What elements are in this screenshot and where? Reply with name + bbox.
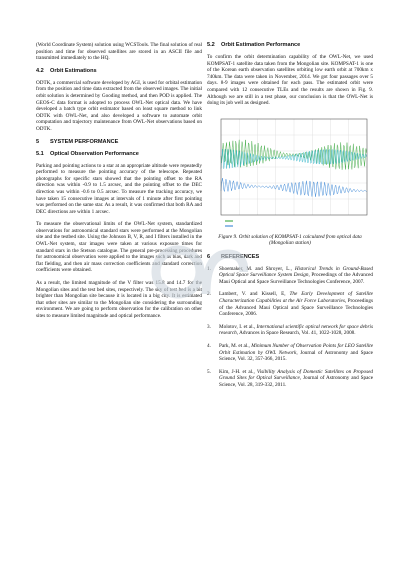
figure-caption: Figure 9. Orbit solution of KOMPSAT-1 calculated from optical data (Mongolian station)	[218, 233, 362, 247]
section-5-2-heading	[207, 42, 373, 49]
section-title: Optical Observation Performance	[50, 150, 139, 157]
watermark-logo	[148, 232, 248, 312]
reference-title: The Early Development of Satellite Characterization Capabilities at the Air Force Laboratories	[219, 291, 373, 304]
plot-background	[207, 113, 373, 231]
reference-number: 5.	[207, 368, 211, 375]
section-5-heading	[36, 139, 202, 146]
section-number: 6	[207, 253, 211, 260]
figure-9	[207, 113, 373, 231]
reference-title: Minimum Number of Observation Points for LEO Satellite Orbit Estimation by OWL Network	[219, 342, 374, 356]
reference-text: Shoemaker, M. and Shroyer, L., Historical Trends in Ground-Based Optical Space Surveillance System Design, Proceedings of the Advanced Maui Optical and Space Surveillance Technologies Conference, 2007.	[219, 265, 373, 285]
reference-text: Lambert, V. and Kissell, E, The Early Development of Satellite Characterization Capabilities at the Air Force Laboratories, Proceedings of the Advanced Maui Optical and Space Surveillance Technologies Conference, 2006.	[219, 291, 374, 318]
reference-item	[207, 343, 373, 363]
watermark-ring	[156, 250, 200, 294]
limited-magnitude-paragraph: As a result, the limited magnitude of the V filter was 15.8 and 14.7 for the Mongolian sites and the test bed sites, respectively. The sky of test bed is a bit brighter than Mongolian site because it is located in a big city. It is estimated that other sites are similar to the Mongolian site considering the surrounding environment. We are going to perform observation for the calibration on other sites to measure limited magnitude and optical performance.	[36, 280, 202, 319]
reference-item	[207, 369, 373, 389]
section-title: Orbit Estimation Performance	[221, 42, 301, 48]
section-title: Orbit Estimations	[50, 67, 97, 74]
section-number: 5.2	[207, 42, 215, 48]
reference-number: 4.	[207, 342, 211, 349]
right-column	[207, 42, 373, 394]
section-number: 5.1	[36, 150, 44, 157]
reference-title: Historical Trends in Ground-Based Optical Space Surveillance System Design	[219, 265, 373, 279]
reference-text: Park, M. et al., Minimum Number of Observation Points for LEO Satellite Orbit Estimation by OWL Network, Journal of Astronomy and Space Science, Vol. 32, 357-366, 2015.	[219, 342, 374, 363]
watermark-arc	[206, 254, 244, 294]
reference-text: Kim, J-H. et al., Visibility Analysis of Domestic Satellites on Proposed Ground Sites for Optical Surveillance, Journal of Astronomy and Space Science, Vol. 28, 319-332, 2011.	[219, 368, 373, 388]
reference-item	[207, 324, 373, 337]
section-number: 5	[36, 138, 40, 145]
section-title: SYSTEM PERFORMANCE	[50, 138, 119, 145]
section-5-1-heading	[36, 151, 202, 158]
pointing-accuracy-paragraph: Parking and pointing actions to a star at an appropriate altitude were repeatedly performed to measure the pointing accuracy of the telescope. Repeated photographs for specific stars showed that the pointing offset to the RA direction was within -0.9 to 1.5 arcsec, and the pointing offset to the DEC direction was within -0.6 to 0.5 arcsec. To measure the tracking accuracy, we have taken 15 consecutive images at intervals of 1 minute after first pointing was performed on the same star. As a result, it was confirmed that both RA and DEC directions are within 1 arcsec.	[36, 162, 202, 215]
reference-number: 2.	[207, 291, 211, 298]
reference-title: Visibility Analysis of Domestic Satellites on Proposed Ground Sites for Optical Surveillance	[219, 368, 373, 382]
reference-number: 3.	[207, 323, 211, 330]
observational-limits-paragraph: To measure the observational limits of the OWL-Net system, standardized observations for astronomical standard stars were performed at the Mongolian site and the testbed site. Using the Johnson B, V, R, and I filters installed in the OWL-Net system, star images were taken at various exposure times for standard stars in the Stetson catalogue. The general pre-processing procedures for astronomical observation were applied to the images such as bias, dark and flat fielding, and then air mass correction coefficients and standard correction coefficients were obtained.	[36, 221, 202, 274]
orbit-solution-plot	[207, 113, 373, 231]
section-4-2-heading	[36, 68, 202, 75]
reference-text: Molotov, I. et al., International scientific optical network for space debris research, Advances in Space Research, Vol. 41, 1022-1028, 2008.	[219, 323, 374, 337]
intro-paragraph: (World Coordinate System) solution using WCSTools. The final solution of real position and time for observed satellites are stored in an ASCII file and transmitted immediately to the HQ.	[36, 42, 202, 62]
reference-number: 1.	[207, 265, 211, 272]
orbit-performance-paragraph: To confirm the orbit determination capability of the OWL-Net, we used KOMPSAT-1 satellite data taken from the Mongolian site. KOMPSAT-1 is one of the Korean earth observation satellites orbiting low earth orbit at 700km x 740km. The data were taken in November, 2014. We got four passages over 5 days. 8-9 images were obtained for each pass. The estimated orbit were compared with 12 consecutive TLEs and the results are shown in Fig. 9. Although we are still in a test phase, our conclusion is that the OWL-Net is doing its job well as designed.	[207, 54, 373, 107]
orbit-estimations-paragraph: ODTK, a commercial software developed by AGI, is used for orbital estimation from the position and time data extracted from the observed images. The initial orbit solution is determined by Gooding method, and then POD is applied. The GEOS-C data format is adopted to process OWL-Net optical data. We have developed a batch type orbit estimator based on least square method to link ODTK with OWL-Net, and also developed a software to automate orbit computation and trajectory maintenance from OWL-Net observations based on ODTK.	[36, 79, 202, 132]
reference-title: International scientific optical network for space debris research	[219, 323, 374, 337]
section-title: REFERENCES	[221, 253, 260, 260]
section-number: 4.2	[36, 67, 44, 74]
